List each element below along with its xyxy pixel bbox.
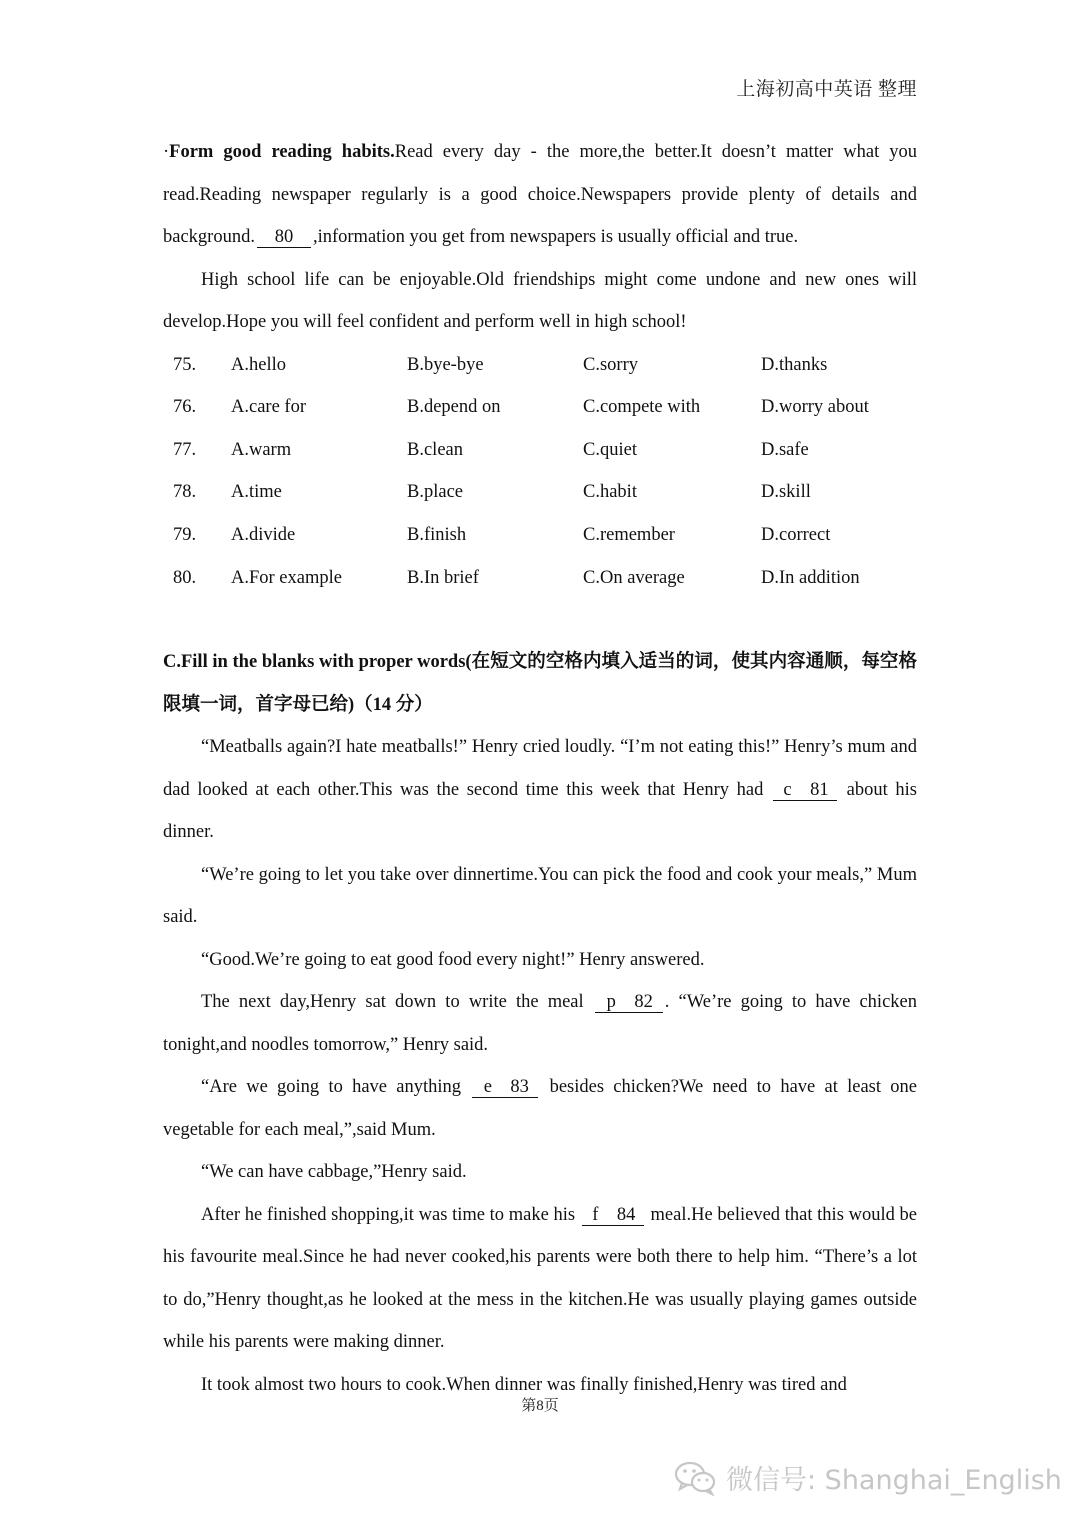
paragraph-text: Read every day - the more,the better.It doesn’t matter what you read.Reading newspaper regularly is a good choice.Newspapers provide plenty of details and background. [163, 142, 917, 247]
option-row-80 [163, 556, 917, 599]
option-row-76 [163, 386, 917, 429]
paragraph-reading-habits [163, 131, 917, 259]
story-paragraph-1: “Meatballs again?I hate meatballs!” Henry cried loudly. “I’m not eating this!” Henry’s mum and dad looked at each other.This was the second time this week that Henry had c 81 about his dinner. [163, 737, 917, 843]
bold-heading: Form good reading habits. [169, 142, 395, 162]
page-header: 上海初高中英语 整理 [736, 79, 917, 100]
option-c: C.sorry [583, 354, 638, 375]
blank-82: p 82 [595, 992, 663, 1013]
blank-80: 80 [257, 227, 311, 248]
document-body [163, 131, 917, 1406]
section-c-title: C.Fill in the blanks with proper words(在短文的空格内填入适当的词，使其内容通顺，每空格限填一词，首字母已给)（14 分） [163, 652, 917, 715]
option-c: C.quiet [583, 439, 637, 460]
bullet: · [163, 142, 170, 162]
option-d: D.safe [761, 439, 809, 460]
option-c: C.On average [583, 567, 685, 588]
option-b: B.depend on [407, 397, 501, 418]
option-b: B.clean [407, 439, 463, 460]
option-d: D.worry about [761, 397, 869, 418]
option-row-78 [163, 471, 917, 514]
option-a: A.hello [231, 354, 286, 375]
watermark [674, 1458, 1062, 1497]
wechat-icon [674, 1460, 718, 1496]
page-number: 第8页 [521, 1398, 559, 1414]
question-number: 78. [173, 482, 197, 503]
story-paragraph-8: It took almost two hours to cook.When dinner was finally finished,Henry was tired and [201, 1374, 847, 1395]
option-b: B.place [407, 482, 463, 503]
paragraph-high-school: High school life can be enjoyable.Old friendships might come undone and new ones will develop.Hope you will feel confident and perform well in high school! [163, 269, 917, 332]
option-d: D.In addition [761, 567, 860, 588]
question-number: 75. [173, 354, 197, 375]
option-a: A.warm [231, 439, 292, 460]
blank-81: c 81 [773, 780, 837, 801]
option-b: B.bye-bye [407, 354, 484, 375]
question-number: 77. [173, 439, 197, 460]
story-paragraph-3: “Good.We’re going to eat good food every night!” Henry answered. [201, 949, 705, 970]
option-c: C.remember [583, 524, 675, 545]
option-a: A.For example [231, 567, 342, 588]
watermark-text: 微信号: Shanghai_English [726, 1465, 1062, 1496]
option-c: C.habit [583, 482, 637, 503]
question-number: 79. [173, 524, 197, 545]
paragraph-text: ,information you get from newspapers is usually official and true. [312, 227, 799, 247]
question-number: 80. [173, 567, 197, 588]
option-a: A.care for [231, 397, 306, 418]
option-b: B.finish [407, 524, 467, 545]
option-b: B.In brief [407, 567, 479, 588]
option-a: A.time [231, 482, 282, 503]
option-row-75 [163, 344, 917, 387]
option-a: A.divide [231, 524, 296, 545]
option-d: D.correct [761, 524, 831, 545]
option-row-77 [163, 429, 917, 472]
question-number: 76. [173, 397, 197, 418]
option-c: C.compete with [583, 397, 701, 418]
option-row-79 [163, 514, 917, 557]
story-paragraph-2: “We’re going to let you take over dinnertime.You can pick the food and cook your meals,” Mum said. [163, 864, 917, 928]
story-paragraph-7: After he finished shopping,it was time to make his f 84 meal.He believed that this would be his favourite meal.Since he had never cooked,his parents were both there to help him. “There’s a lot to do,”Henry thought,as he looked at the mess in the kitchen.He was usually playing games outside while his parents were making dinner. [163, 1204, 917, 1353]
story-paragraph-4: The next day,Henry sat down to write the meal p 82 . “We’re going to have chicken tonight,and noodles tomorrow,” Henry said. [163, 992, 917, 1055]
story-paragraph-6: “We can have cabbage,”Henry said. [201, 1162, 467, 1183]
option-d: D.thanks [761, 354, 828, 375]
story-paragraph-5: “Are we going to have anything e 83 besides chicken?We need to have at least one vegetable for each meal,”,said Mum. [163, 1077, 917, 1140]
options-table [163, 344, 917, 600]
blank-83: e 83 [472, 1077, 538, 1098]
blank-84: f 84 [582, 1205, 644, 1226]
option-d: D.skill [761, 482, 811, 503]
